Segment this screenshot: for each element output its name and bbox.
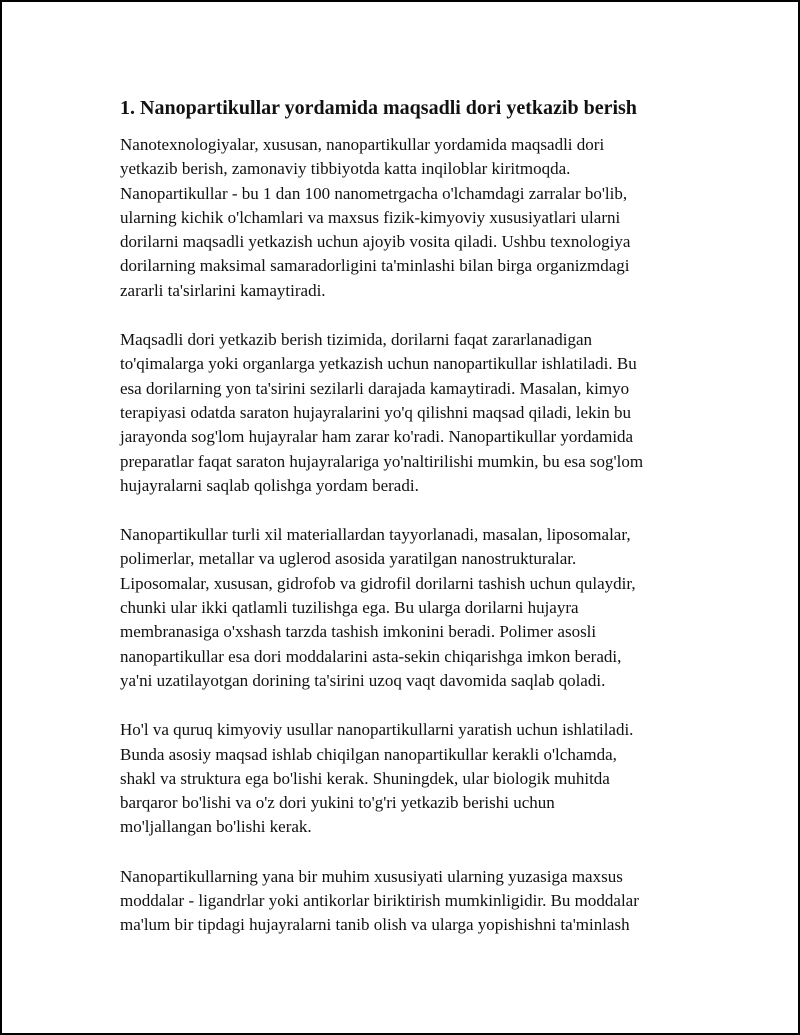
text-line: Nanotexnologiyalar, xususan, nanopartikullar yordamida maqsadli dori <box>120 135 605 154</box>
text-line: Maqsadli dori yetkazib berish tizimida, dorilarni faqat zararlanadigan <box>120 330 593 350</box>
text-line: Nanopartikullar - bu 1 dan 100 nanometrgacha o'lchamdagi zarralar bo'lib, <box>120 183 628 203</box>
paragraph-4 <box>120 718 690 839</box>
text-line: Nanopartikullarning yana bir muhim xususiyati ularning yuzasiga maxsus <box>120 866 623 886</box>
paragraph-5 <box>120 865 690 938</box>
text-line: Nanopartikullar turli xil materiallardan tayyorlanadi, masalan, liposomalar, <box>120 525 631 545</box>
text-line: to'qimalarga yoki organlarga yetkazish uchun nanopartikullar ishlatiladi. Bu <box>120 354 637 374</box>
text-line: barqaror bo'lishi va o'z dori yukini to'g'ri yetkazib berishi uchun <box>120 793 555 813</box>
text-line: mo'ljallangan bo'lishi kerak. <box>120 817 312 837</box>
text-line: ya'ni uzatilayotgan dorining ta'sirini uzoq vaqt davomida saqlab qoladi. <box>120 670 606 690</box>
paragraph-3 <box>120 523 690 693</box>
text-line: zararli ta'sirlarini kamaytiradi. <box>120 280 326 300</box>
section-heading: 1. Nanopartikullar yordamida maqsadli dori yetkazib berish <box>120 97 637 119</box>
text-line: nanopartikullar esa dori moddalarini asta-sekin chiqarishga imkon beradi, <box>120 646 622 666</box>
text-line: shakl va struktura ega bo'lishi kerak. Shuningdek, ular biologik muhitda <box>120 768 610 788</box>
text-line: Liposomalar, xususan, gidrofob va gidrofil dorilarni tashish uchun qulaydir, <box>120 573 636 593</box>
text-line: dorilarni maqsadli yetkazish uchun ajoyib vosita qiladi. Ushbu texnologiya <box>120 232 631 252</box>
text-line: terapiyasi odatda saraton hujayralarini yo'q qilishni maqsad qiladi, lekin bu <box>120 402 632 422</box>
text-line: membranasiga o'xshash tarzda tashish imkonini beradi. Polimer asosli <box>120 622 597 642</box>
text-line: ma'lum bir tipdagi hujayralarni tanib olish va ularga yopishishni ta'minlash <box>120 915 630 935</box>
document-body <box>120 94 690 963</box>
text-line: moddalar - ligandrlar yoki antikorlar biriktirish mumkinligidir. Bu moddalar <box>120 891 639 911</box>
text-line: chunki ular ikki qatlamli tuzilishga ega. Bu ularga dorilarni hujayra <box>120 598 579 618</box>
text-line: dorilarning maksimal samaradorligini ta'minlashi bilan birga organizmdagi <box>120 256 630 276</box>
text-line: preparatlar faqat saraton hujayralariga yo'naltirilishi mumkin, bu esa sog'lom <box>120 451 644 471</box>
text-line: ularning kichik o'lchamlari va maxsus fizik-kimyoviy xususiyatlari ularni <box>120 207 621 227</box>
paragraph-1 <box>120 133 690 303</box>
text-line: Ho'l va quruq kimyoviy usullar nanopartikullarni yaratish uchun ishlatiladi. <box>120 720 634 740</box>
text-line: jarayonda sog'lom hujayralar ham zarar ko'radi. Nanopartikullar yordamida <box>120 427 634 447</box>
text-line: yetkazib berish, zamonaviy tibbiyotda katta inqiloblar kiritmoqda. <box>120 159 571 179</box>
text-line: polimerlar, metallar va uglerod asosida yaratilgan nanostrukturalar. <box>120 549 577 569</box>
text-line: hujayralarni saqlab qolishga yordam beradi. <box>120 475 419 495</box>
paragraph-2 <box>120 328 690 498</box>
text-line: Bunda asosiy maqsad ishlab chiqilgan nanopartikullar kerakli o'lchamda, <box>120 744 617 764</box>
text-line: esa dorilarning yon ta'sirini sezilarli darajada kamaytiradi. Masalan, kimyo <box>120 378 630 398</box>
